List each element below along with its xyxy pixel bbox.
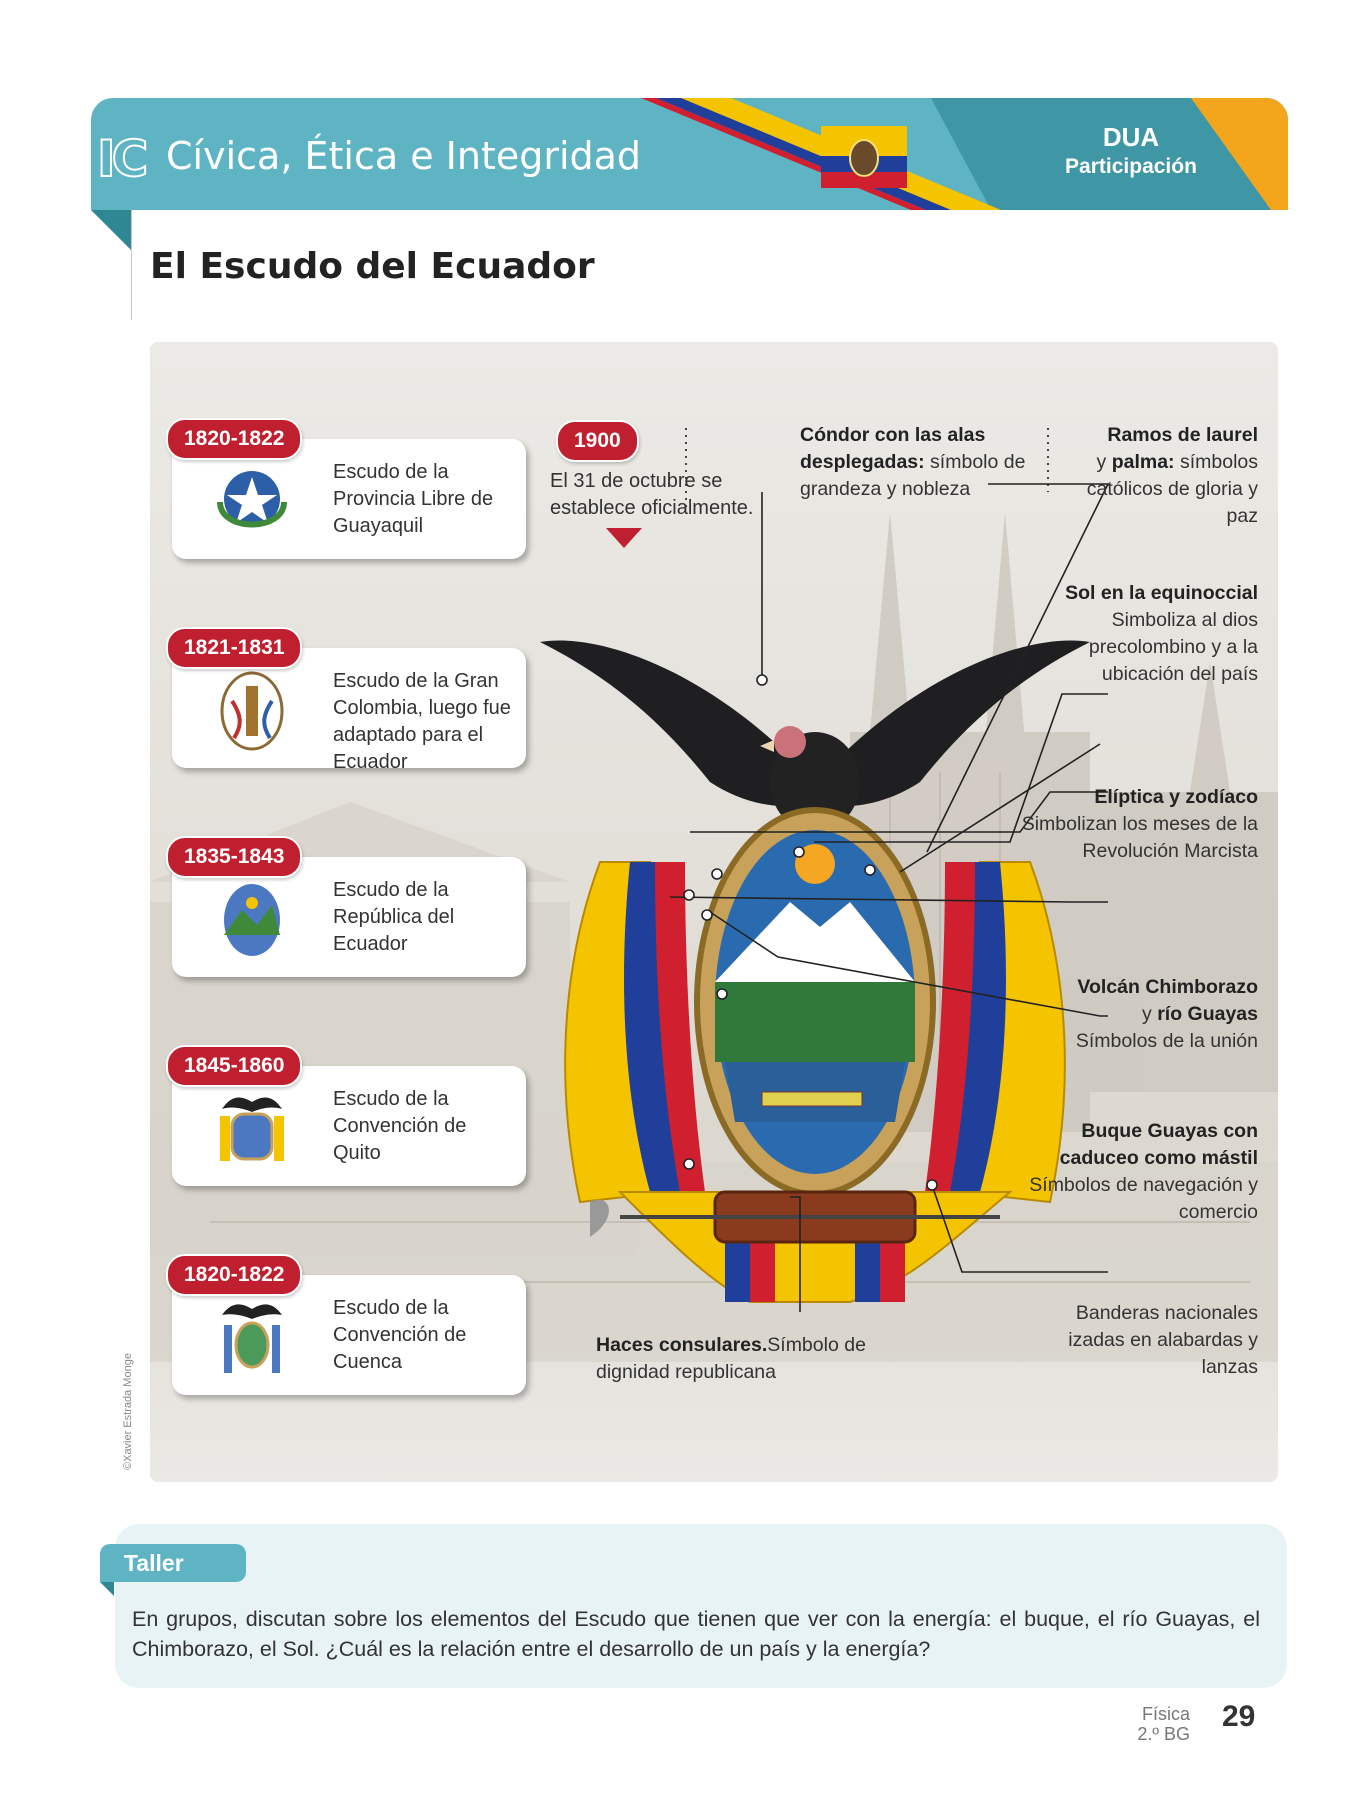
label-banderas xyxy=(1050,1300,1258,1381)
cuenca-shield-icon xyxy=(202,1293,302,1383)
year-badge: 1820-1822 xyxy=(166,1254,302,1296)
label-ramos-palma: palma: xyxy=(1111,451,1175,473)
page-title: El Escudo del Ecuador xyxy=(150,246,595,287)
dua-subtitle: Participación xyxy=(1065,155,1197,178)
label-banderas-text: Banderas nacionales izadas en alabardas y lanzas xyxy=(1068,1302,1258,1378)
label-buque xyxy=(1020,1118,1258,1226)
label-volcan-text: Símbolos de la unión xyxy=(1075,1030,1258,1052)
card-text: Escudo de la Convención de Cuenca xyxy=(333,1297,467,1373)
page-number: 29 xyxy=(1222,1700,1256,1733)
section-banner xyxy=(91,98,1288,210)
label-eliptica xyxy=(1020,784,1258,865)
label-buque-title: Buque Guayas con caduceo como mástil xyxy=(1059,1120,1258,1169)
workshop-fold xyxy=(100,1582,114,1596)
divider xyxy=(131,210,132,320)
note-1900: El 31 de octubre se establece oficialmente. xyxy=(550,470,754,519)
republica-shield-icon xyxy=(202,875,302,965)
year-badge: 1835-1843 xyxy=(166,836,302,878)
label-ramos-title: Ramos de laurel xyxy=(1107,424,1258,446)
label-haces-text: Símbolo de dignidad republicana xyxy=(596,1334,866,1383)
label-condor-text: símbolo de grandeza y nobleza xyxy=(800,451,1026,500)
label-sol xyxy=(1060,580,1258,688)
dua-badge xyxy=(1021,122,1241,179)
label-sol-text: Simboliza al dios precolombino y a la ubicación del país xyxy=(1088,609,1258,685)
label-volcan-mid: y xyxy=(1142,1003,1158,1025)
coat-of-arms-infographic xyxy=(150,342,1278,1482)
year-badge-1900: 1900 xyxy=(556,420,639,462)
banner-fold xyxy=(91,210,131,250)
workshop-text: En grupos, discutan sobre los elementos del Escudo que tienen que ver con la energía: el buque, el río Guayas, el Chimborazo, el Sol. ¿Cuál es la relación entre el desarrollo de un país y la energía? xyxy=(132,1607,1260,1661)
label-buque-text: Símbolos de navegación y comercio xyxy=(1029,1174,1258,1223)
triangle-marker xyxy=(606,528,642,548)
label-ramos-mid: y xyxy=(1096,451,1112,473)
year-badge: 1821-1831 xyxy=(166,627,302,669)
label-condor-title: Cóndor con las alas desplegadas: xyxy=(800,424,986,473)
footer-grade: 2.º BG xyxy=(1137,1724,1190,1744)
year-badge: 1845-1860 xyxy=(166,1045,302,1087)
label-eliptica-title: Elíptica y zodíaco xyxy=(1094,786,1258,808)
dua-title: DUA xyxy=(1102,122,1160,152)
section-title: Cívica, Ética e Integridad xyxy=(166,134,642,178)
card-text: Escudo de la Gran Colombia, luego fue adaptado para el Ecuador xyxy=(333,670,511,773)
guayaquil-shield-icon xyxy=(202,457,302,547)
label-haces xyxy=(596,1332,866,1386)
label-condor xyxy=(800,422,1030,503)
label-ramos xyxy=(1050,422,1258,530)
label-haces-title: Haces consulares. xyxy=(596,1334,768,1356)
label-eliptica-text: Simbolizan los meses de la Revolución Marcista xyxy=(1021,813,1258,862)
ic-logo: IC xyxy=(97,130,145,188)
label-volcan-title: Volcán Chimborazo xyxy=(1077,976,1258,998)
label-ramos-text: símbolos católicos de gloria y paz xyxy=(1086,451,1258,527)
year-badge: 1820-1822 xyxy=(166,418,302,460)
card-text: Escudo de la República del Ecuador xyxy=(333,879,455,955)
label-volcan-rio: río Guayas xyxy=(1157,1003,1258,1025)
image-credit: ©Xavier Estrada Monge xyxy=(122,1353,134,1470)
quito-shield-icon xyxy=(202,1084,302,1174)
label-sol-title: Sol en la equinoccial xyxy=(1065,582,1258,604)
footer-subject xyxy=(1120,1704,1190,1744)
card-text: Escudo de la Convención de Quito xyxy=(333,1088,467,1164)
gran-colombia-shield-icon xyxy=(202,666,302,756)
footer-subject-name: Física xyxy=(1141,1704,1190,1724)
card-text: Escudo de la Provincia Libre de Guayaquil xyxy=(333,461,494,537)
workshop-label: Taller xyxy=(100,1544,246,1582)
label-volcan xyxy=(1020,974,1258,1055)
